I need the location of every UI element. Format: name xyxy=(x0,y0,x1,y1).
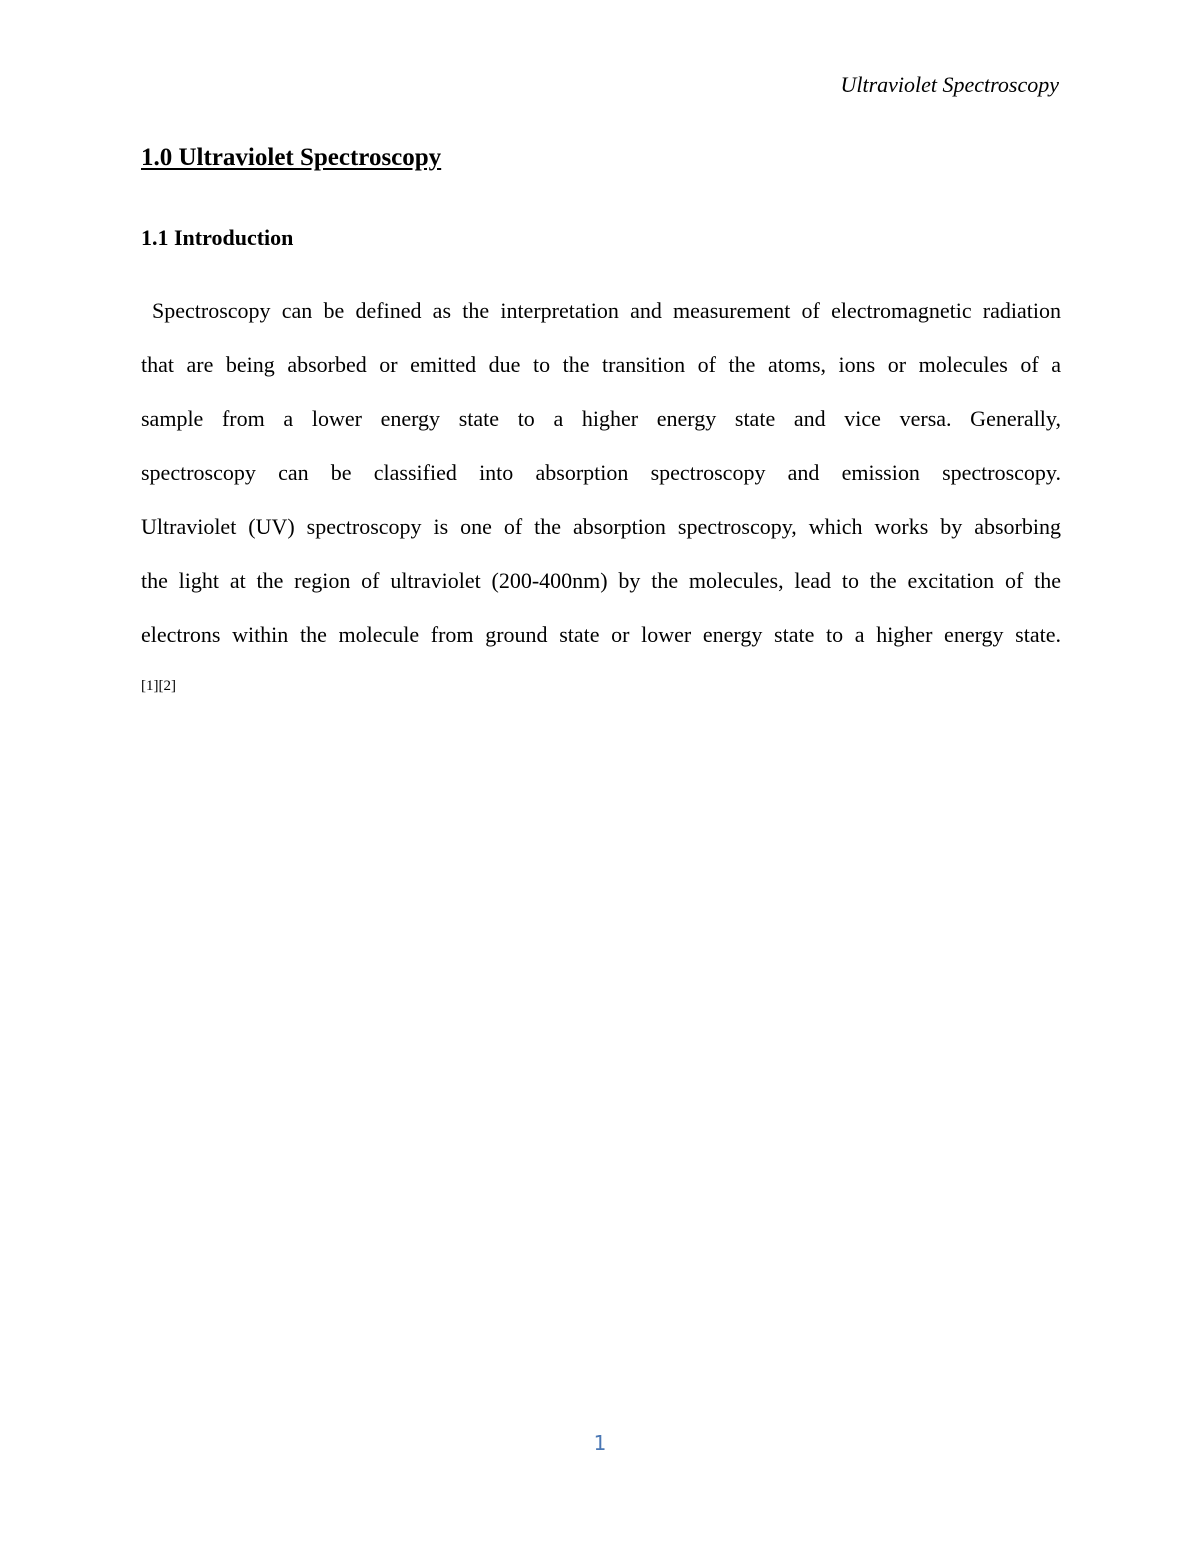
paragraph-line: spectroscopy can be classified into absorption spectroscopy and emission spectroscopy. xyxy=(141,460,1061,485)
paragraph-line: sample from a lower energy state to a higher energy state and vice versa. Generally, xyxy=(141,406,1061,431)
citation-reference: [1][2] xyxy=(141,678,176,694)
page-number: 1 xyxy=(593,1431,607,1455)
paragraph-line: the light at the region of ultraviolet (200-400nm) by the molecules, lead to the excitation of the xyxy=(141,568,1061,593)
paragraph-line: electrons within the molecule from ground state or lower energy state to a higher energy state. xyxy=(141,622,1061,647)
section-heading: 1.1 Introduction xyxy=(141,225,294,250)
running-header: Ultraviolet Spectroscopy xyxy=(840,72,1059,97)
chapter-heading: 1.0 Ultraviolet Spectroscopy xyxy=(141,144,442,171)
paragraph-line: Spectroscopy can be defined as the interpretation and measurement of electromagnetic radiation xyxy=(152,298,1061,323)
paragraph-line: Ultraviolet (UV) spectroscopy is one of the absorption spectroscopy, which works by absorbing xyxy=(141,514,1061,539)
introduction-paragraph xyxy=(141,284,1061,662)
paragraph-line: that are being absorbed or emitted due to the transition of the atoms, ions or molecules of a xyxy=(141,352,1061,377)
